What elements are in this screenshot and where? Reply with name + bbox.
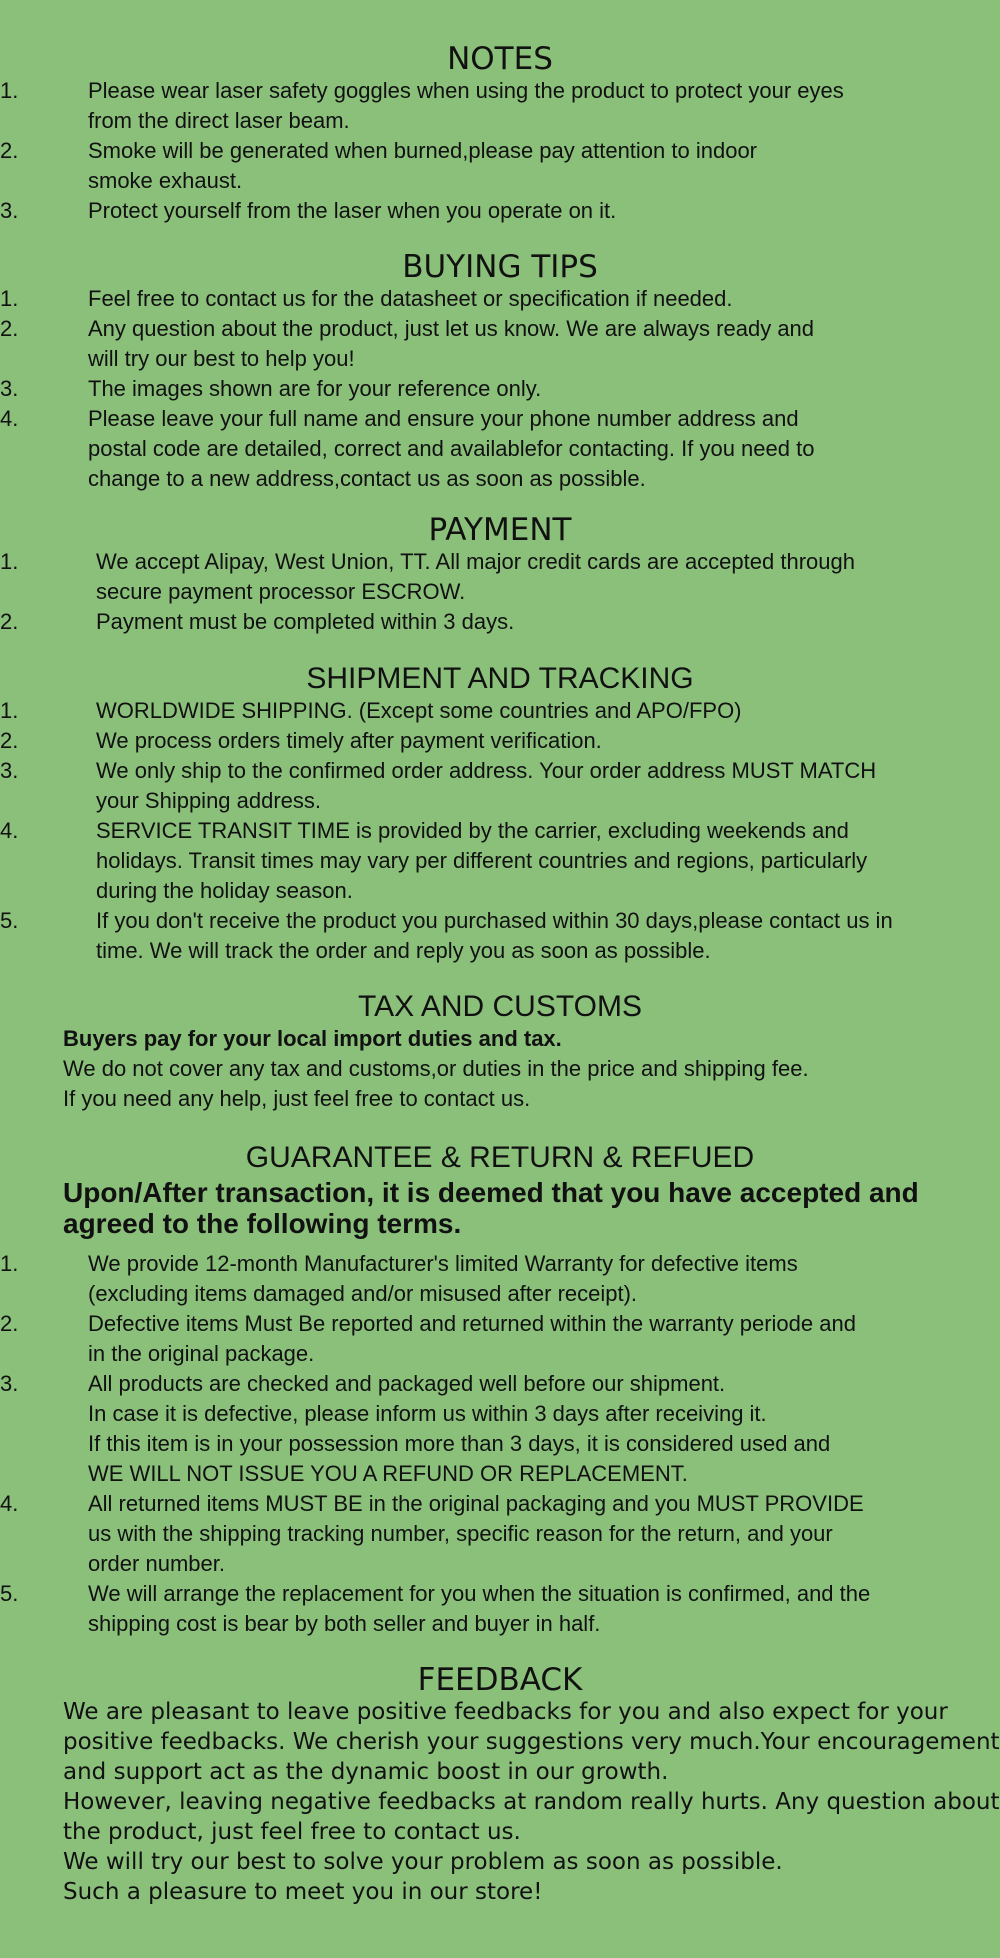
- list-item: [0, 756, 1000, 816]
- list-item-line: We accept Alipay, West Union, TT. All major credit cards are accepted through: [96, 549, 855, 574]
- list-item-line: Feel free to contact us for the datasheet or specification if needed.: [88, 286, 733, 311]
- list-item-line: We provide 12-month Manufacturer's limited Warranty for defective items: [88, 1251, 798, 1276]
- list-item-number: 1.: [0, 286, 19, 311]
- list-item-number: 3.: [0, 1371, 19, 1396]
- list-item-line: holidays. Transit times may vary per different countries and regions, particularly: [96, 848, 868, 873]
- list-item: [0, 284, 1000, 314]
- list-item-line: Any question about the product, just let us know. We are always ready and: [88, 316, 815, 341]
- list-item-text: [88, 284, 1000, 314]
- shipment-list: [0, 696, 1000, 966]
- list-item-text: [96, 696, 1000, 726]
- list-item-line: order number.: [88, 1551, 225, 1576]
- list-item-line: If this item is in your possession more than 3 days, it is considered used and: [88, 1431, 831, 1456]
- guarantee-list: [0, 1249, 1000, 1639]
- list-item: [0, 607, 1000, 637]
- list-item-number: 1.: [0, 1251, 19, 1276]
- feedback-line: We are pleasant to leave positive feedbacks for you and also expect for your: [63, 1699, 948, 1725]
- list-item-number: 2.: [0, 1311, 19, 1336]
- tax-line: We do not cover any tax and customs,or duties in the price and shipping fee.: [63, 1056, 809, 1081]
- feedback-line: Such a pleasure to meet you in our store!: [63, 1879, 543, 1905]
- guarantee-heading: GUARANTEE & RETURN & REFUED: [245, 1141, 755, 1174]
- list-item-line: We process orders timely after payment verification.: [96, 728, 602, 753]
- list-item-number: 3.: [0, 198, 19, 223]
- guarantee-terms-line: agreed to the following terms.: [63, 1208, 462, 1239]
- list-item-number: 4.: [0, 406, 19, 431]
- list-item-line: Payment must be completed within 3 days.: [96, 609, 515, 634]
- notes-list: [0, 76, 1000, 226]
- list-item-text: [96, 906, 1000, 966]
- list-item: [0, 136, 1000, 196]
- list-item-line: from the direct laser beam.: [88, 108, 350, 133]
- list-item-line: If you don't receive the product you purchased within 30 days,please contact us in: [96, 908, 893, 933]
- list-item: [0, 547, 1000, 607]
- feedback-line: However, leaving negative feedbacks at random really hurts. Any question about: [63, 1789, 1000, 1815]
- list-item-line: In case it is defective, please inform us within 3 days after receiving it.: [88, 1401, 767, 1426]
- list-item-number: 3.: [0, 376, 19, 401]
- tax-section: [0, 990, 1000, 1114]
- list-item-text: [88, 1579, 1000, 1639]
- guarantee-terms-line: Upon/After transaction, it is deemed that you have accepted and: [63, 1177, 919, 1208]
- list-item-line: will try our best to help you!: [88, 346, 355, 371]
- list-item-text: [96, 756, 1000, 816]
- payment-section: [0, 513, 1000, 637]
- list-item-line: The images shown are for your reference only.: [88, 376, 542, 401]
- list-item-line: All returned items MUST BE in the original packaging and you MUST PROVIDE: [88, 1491, 864, 1516]
- list-item-number: 5.: [0, 1581, 19, 1606]
- list-item: [0, 404, 1000, 494]
- list-item-line: postal code are detailed, correct and availablefor contacting. If you need to: [88, 436, 815, 461]
- list-item-number: 3.: [0, 758, 19, 783]
- list-item-line: your Shipping address.: [96, 788, 322, 813]
- guarantee-terms: [0, 1177, 1000, 1239]
- list-item: [0, 726, 1000, 756]
- list-item-line: shipping cost is bear by both seller and buyer in half.: [88, 1611, 601, 1636]
- list-item: [0, 1249, 1000, 1309]
- feedback-section: [0, 1663, 1000, 1907]
- list-item-line: during the holiday season.: [96, 878, 353, 903]
- tax-heading: TAX AND CUSTOMS: [358, 990, 642, 1023]
- list-item: [0, 314, 1000, 374]
- list-item-line: Please leave your full name and ensure your phone number address and: [88, 406, 799, 431]
- list-item-text: [88, 314, 1000, 374]
- list-item-number: 1.: [0, 78, 19, 103]
- payment-heading: PAYMENT: [428, 512, 572, 548]
- tax-line: If you need any help, just feel free to contact us.: [63, 1086, 531, 1111]
- list-item: [0, 696, 1000, 726]
- buying-tips-heading: BUYING TIPS: [402, 249, 598, 285]
- list-item: [0, 1579, 1000, 1639]
- list-item-number: 4.: [0, 1491, 19, 1516]
- list-item-number: 2.: [0, 138, 19, 163]
- list-item-line: Protect yourself from the laser when you operate on it.: [88, 198, 617, 223]
- notes-heading: NOTES: [447, 41, 553, 77]
- list-item-line: We will arrange the replacement for you when the situation is confirmed, and the: [88, 1581, 871, 1606]
- list-item-text: [88, 1249, 1000, 1309]
- list-item-line: All products are checked and packaged well before our shipment.: [88, 1371, 726, 1396]
- list-item-line: time. We will track the order and reply you as soon as possible.: [96, 938, 711, 963]
- list-item-text: [96, 547, 1000, 607]
- list-item: [0, 1489, 1000, 1579]
- list-item-line: Smoke will be generated when burned,please pay attention to indoor: [88, 138, 758, 163]
- guarantee-section: [0, 1141, 1000, 1639]
- list-item-text: [96, 726, 1000, 756]
- list-item-line: We only ship to the confirmed order address. Your order address MUST MATCH: [96, 758, 877, 783]
- list-item-line: Defective items Must Be reported and returned within the warranty periode and: [88, 1311, 856, 1336]
- buying-tips-list: [0, 284, 1000, 494]
- notes-section: [0, 42, 1000, 226]
- feedback-heading: FEEDBACK: [417, 1662, 583, 1698]
- list-item-number: 2.: [0, 316, 19, 341]
- shipment-section: [0, 662, 1000, 966]
- list-item-line: us with the shipping tracking number, specific reason for the return, and your: [88, 1521, 833, 1546]
- list-item-text: [88, 404, 1000, 494]
- feedback-line: the product, just feel free to contact us.: [63, 1819, 521, 1845]
- list-item: [0, 1309, 1000, 1369]
- list-item-number: 5.: [0, 908, 19, 933]
- feedback-line: We will try our best to solve your problem as soon as possible.: [63, 1849, 783, 1875]
- list-item-number: 2.: [0, 728, 19, 753]
- list-item-text: [96, 607, 1000, 637]
- shipment-heading: SHIPMENT AND TRACKING: [306, 662, 694, 695]
- list-item: [0, 374, 1000, 404]
- buying-tips-section: [0, 250, 1000, 494]
- list-item: [0, 76, 1000, 136]
- list-item-number: 1.: [0, 549, 19, 574]
- payment-list: [0, 547, 1000, 637]
- list-item-line: secure payment processor ESCROW.: [96, 579, 466, 604]
- list-item-line: WORLDWIDE SHIPPING. (Except some countries and APO/FPO): [96, 698, 742, 723]
- list-item-text: [88, 1369, 1000, 1489]
- list-item-line: (excluding items damaged and/or misused after receipt).: [88, 1281, 638, 1306]
- list-item-text: [88, 374, 1000, 404]
- feedback-text: [0, 1697, 1000, 1907]
- list-item: [0, 1369, 1000, 1489]
- list-item-number: 1.: [0, 698, 19, 723]
- list-item: [0, 196, 1000, 226]
- list-item-line: WE WILL NOT ISSUE YOU A REFUND OR REPLACEMENT.: [88, 1461, 688, 1486]
- list-item-text: [88, 76, 1000, 136]
- list-item-text: [96, 816, 1000, 906]
- list-item-number: 2.: [0, 609, 19, 634]
- feedback-line: positive feedbacks. We cherish your suggestions very much.Your encouragement: [63, 1729, 1000, 1755]
- list-item-text: [88, 1489, 1000, 1579]
- list-item-line: Please wear laser safety goggles when using the product to protect your eyes: [88, 78, 844, 103]
- list-item-text: [88, 136, 1000, 196]
- list-item-line: in the original package.: [88, 1341, 315, 1366]
- list-item-line: change to a new address,contact us as soon as possible.: [88, 466, 646, 491]
- list-item-line: SERVICE TRANSIT TIME is provided by the carrier, excluding weekends and: [96, 818, 849, 843]
- list-item: [0, 906, 1000, 966]
- feedback-line: and support act as the dynamic boost in our growth.: [63, 1759, 669, 1785]
- list-item-number: 4.: [0, 818, 19, 843]
- list-item: [0, 816, 1000, 906]
- tax-bold-line: Buyers pay for your local import duties and tax.: [63, 1026, 562, 1051]
- list-item-line: smoke exhaust.: [88, 168, 243, 193]
- list-item-text: [88, 196, 1000, 226]
- list-item-text: [88, 1309, 1000, 1369]
- tax-text: [0, 1024, 1000, 1114]
